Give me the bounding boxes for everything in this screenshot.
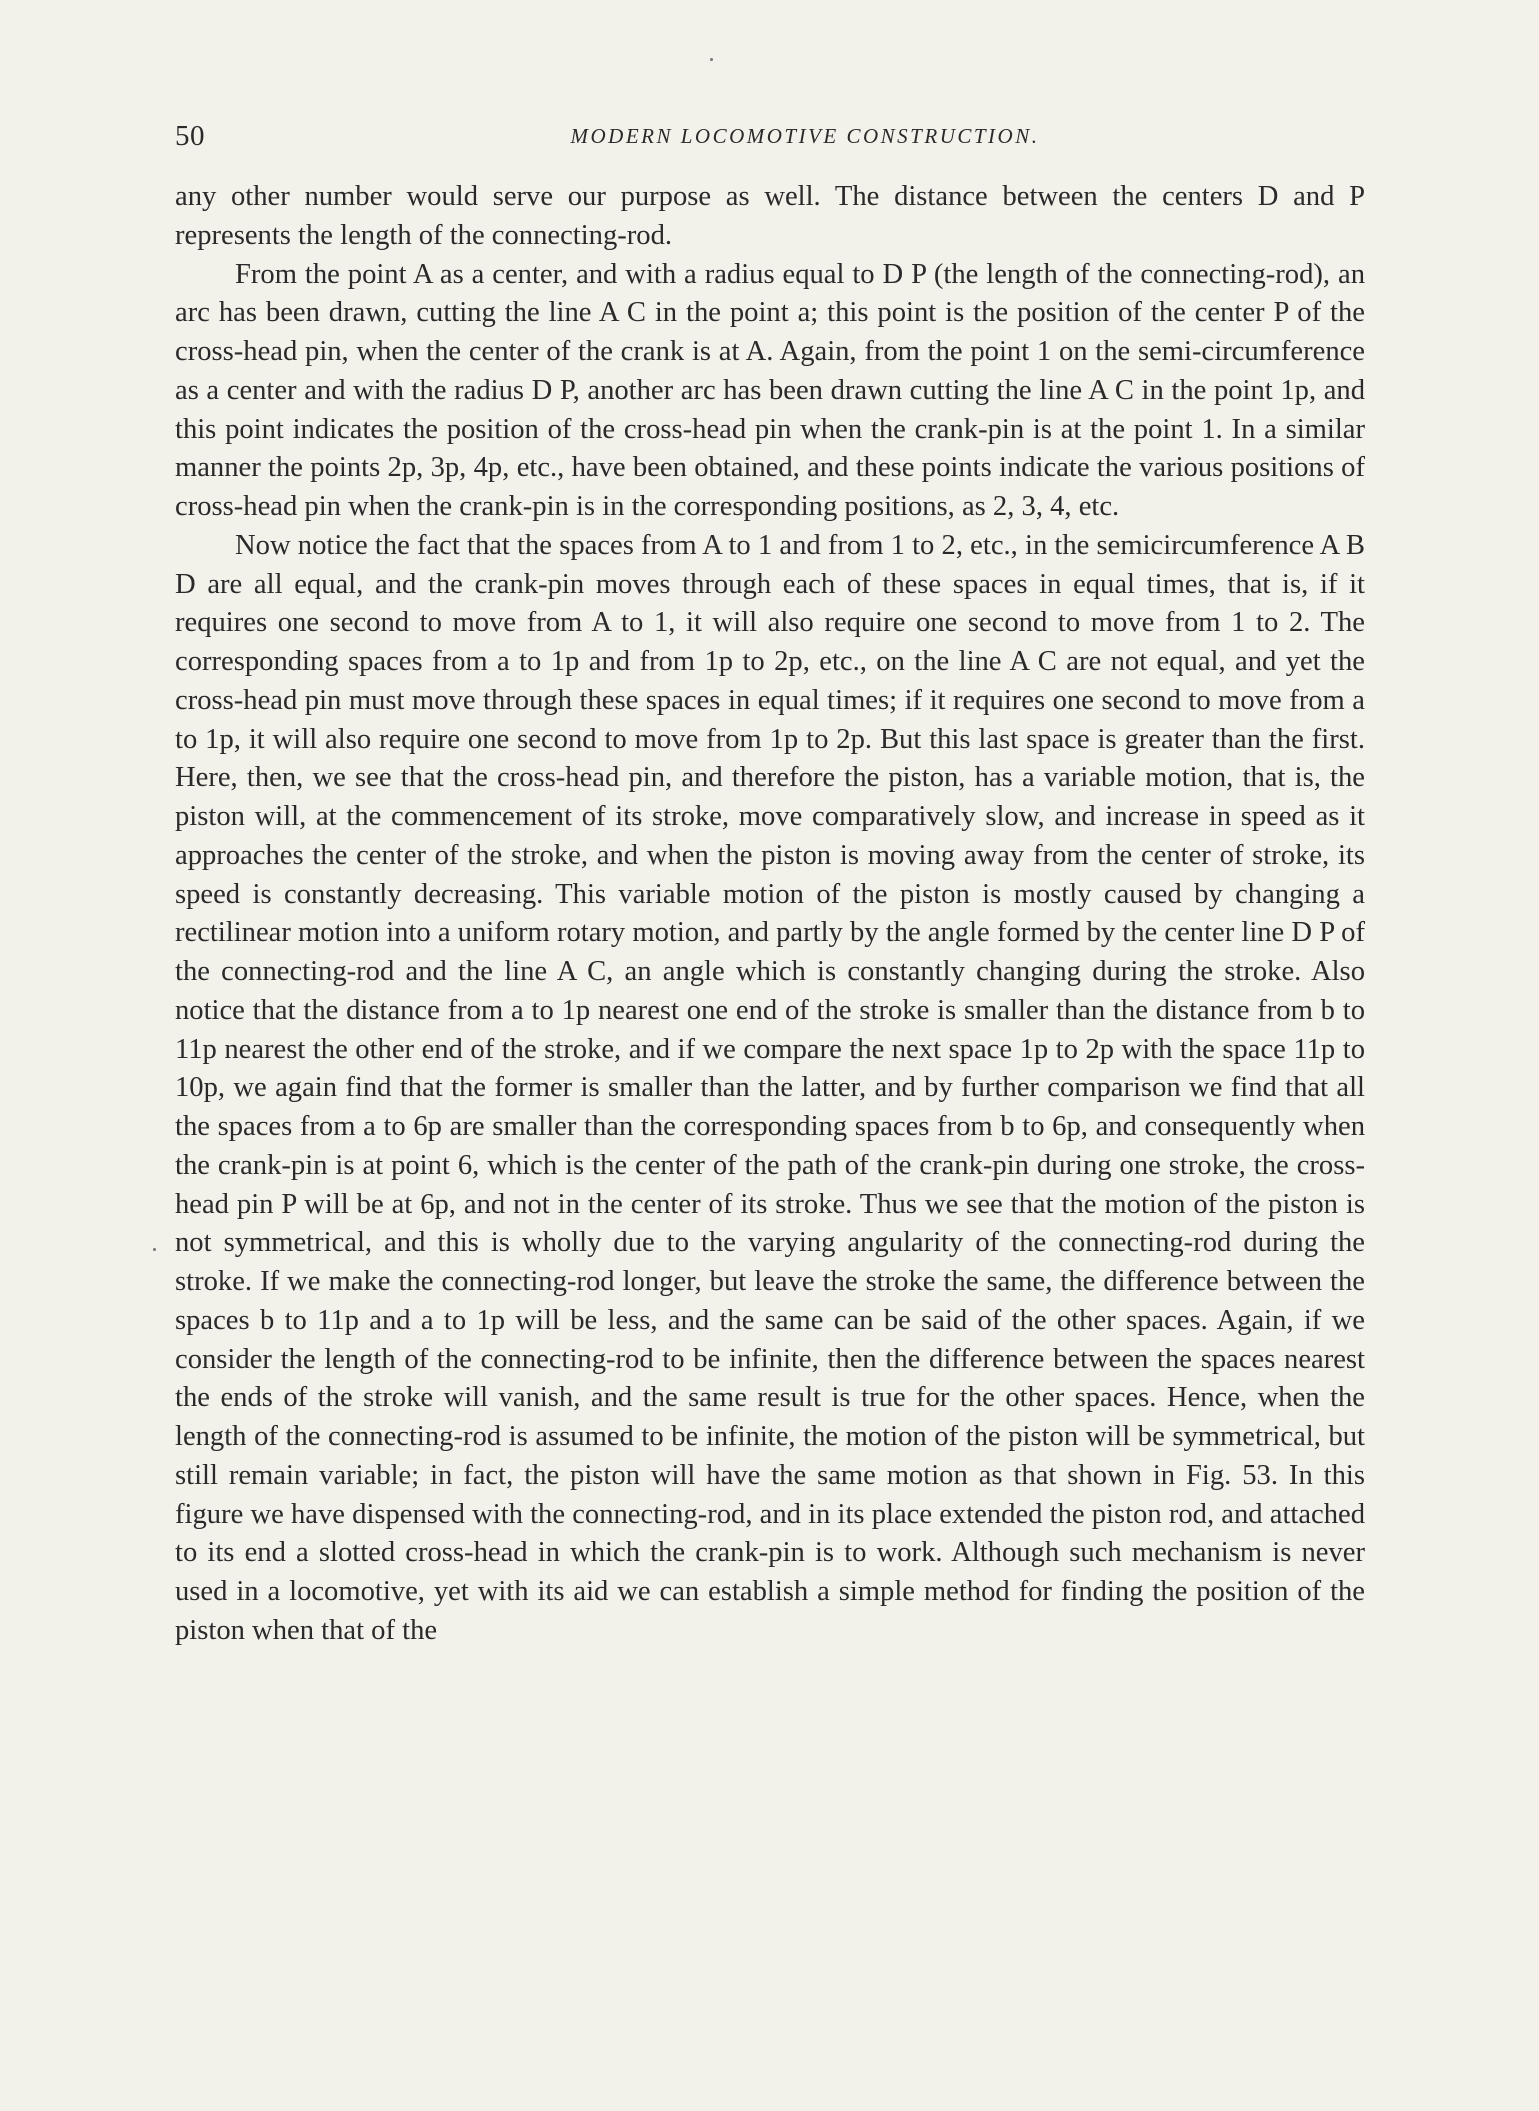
paper-speck (710, 58, 713, 61)
page-header (175, 120, 1365, 160)
running-title: MODERN LOCOMOTIVE CONSTRUCTION. (570, 124, 1040, 148)
paragraph: Now notice the fact that the spaces from A to 1 and from 1 to 2, etc., in the semicircumference A B D are all equal, and the crank-pin moves through each of these spaces in equal times, that is, if it requires one second to move from A to 1, it will also require one second to move from 1 to 2. The corresponding spaces from a to 1p and from 1p to 2p, etc., on the line A C are not equal, and yet the cross-head pin must move through these spaces in equal times; if it requires one second to move from a to 1p, it will also require one second to move from 1p to 2p. But this last space is greater than the first. Here, then, we see that the cross-head pin, and therefore the piston, has a variable motion, that is, the piston will, at the commencement of its stroke, move comparatively slow, and increase in speed as it approaches the center of the stroke, and when the piston is moving away from the center of stroke, its speed is constantly decreasing. This variable motion of the piston is mostly caused by changing a rectilinear motion into a uniform rotary motion, and partly by the angle formed by the center line D P of the connecting-rod and the line A C, an angle which is constantly changing during the stroke. Also notice that the distance from a to 1p nearest one end of the stroke is smaller than the distance from b to 11p nearest the other end of the stroke, and if we compare the next space 1p to 2p with the space 11p to 10p, we again find that the former is smaller than the latter, and by further comparison we find that all the spaces from a to 6p are smaller than the corresponding spaces from b to 6p, and consequently when the crank-pin is at point 6, which is the center of the path of the crank-pin during one stroke, the cross-head pin P will be at 6p, and not in the center of its stroke. Thus we see that the motion of the piston is not symmetrical, and this is wholly due to the varying angularity of the connecting-rod during the stroke. If we make the connecting-rod longer, but leave the stroke the same, the difference between the spaces b to 11p and a to 1p will be less, and the same can be said of the other spaces. Again, if we consider the length of the connecting-rod to be infinite, then the difference between the spaces nearest the ends of the stroke will vanish, and the same result is true for the other spaces. Hence, when the length of the connecting-rod is assumed to be infinite, the motion of the piston will be symmetrical, but still remain variable; in fact, the piston will have the same motion as that shown in Fig. 53. In this figure we have dispensed with the connecting-rod, and in its place extended the piston rod, and attached to its end a slotted cross-head in which the crank-pin is to work. Although such mechanism is never used in a locomotive, yet with its aid we can establish a simple method for finding the position of the piston when that of the (175, 529, 1366, 1646)
page-number: 50 (175, 120, 205, 152)
paragraph: From the point A as a center, and with a radius equal to D P (the length of the connecting-rod), an arc has been drawn, cutting the line A C in the point a; this point is the position of the center P of the cross-head pin, when the center of the crank is at A. Again, from the point 1 on the semi-circumference as a center and with the radius D P, another arc has been drawn cutting the line A C in the point 1p, and this point indicates the position of the cross-head pin when the crank-pin is at the point 1. In a similar manner the points 2p, 3p, 4p, etc., have been obtained, and these points indicate the various positions of cross-head pin when the crank-pin is in the corresponding positions, as 2, 3, 4, etc. (175, 258, 1365, 522)
paper-speck (153, 1248, 156, 1251)
paragraph-continued: any other number would serve our purpose as well. The distance between the centers D and P represents the length of the connecting-rod. (175, 181, 1365, 251)
body-text (175, 178, 1365, 1651)
